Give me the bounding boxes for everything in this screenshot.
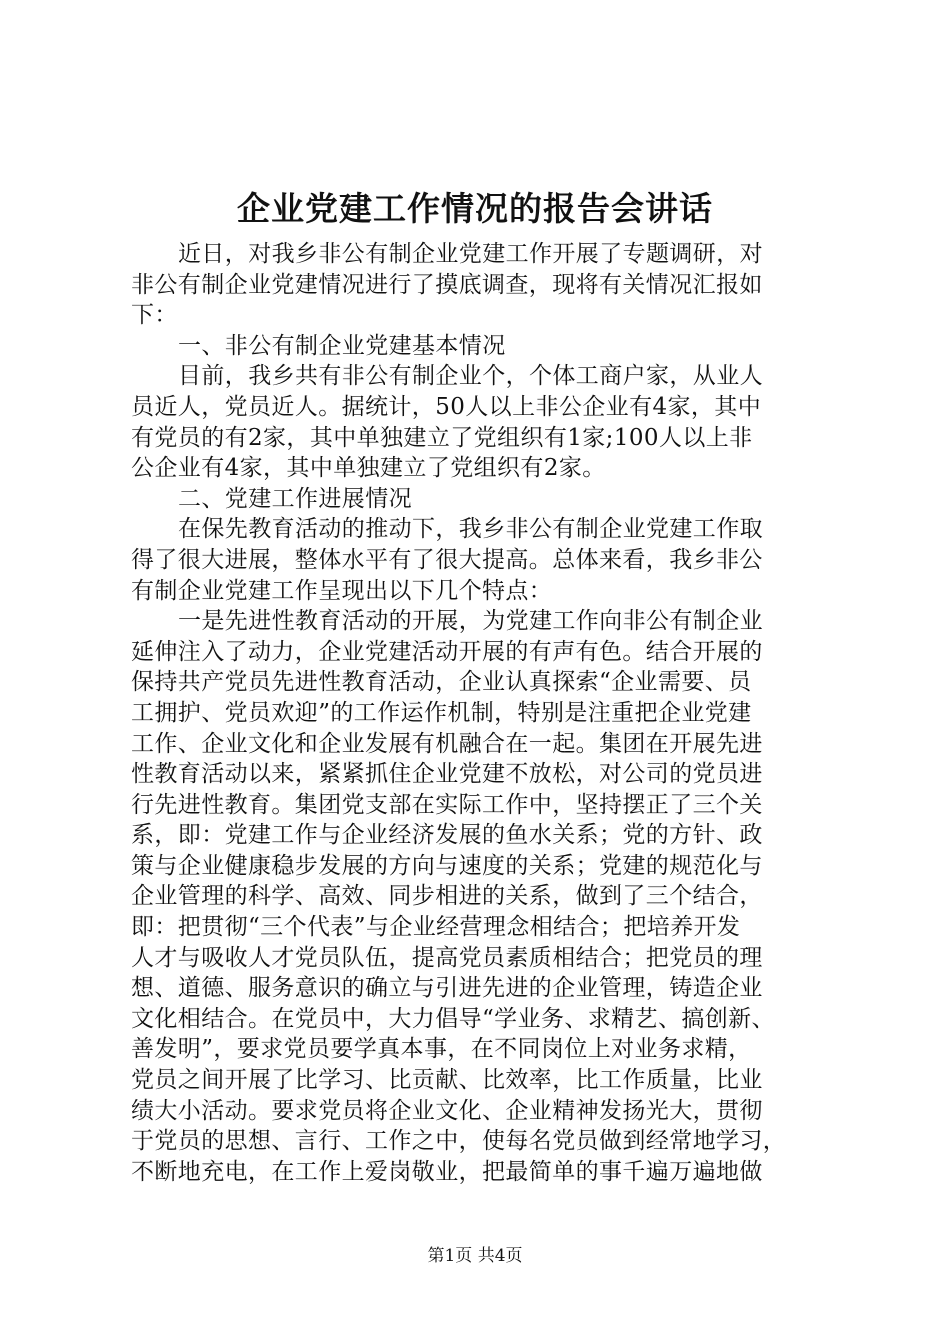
paragraph-line: 不断地充电，在工作上爱岗敬业，把最简单的事千遍万遍地做 [131,1158,763,1185]
paragraph-line: 行先进性教育。集团党支部在实际工作中，坚持摆正了三个关 [131,791,763,818]
paragraph-line: 有党员的有2家，其中单独建立了党组织有1家;100人以上非 [131,424,753,451]
paragraph-line: 人才与吸收人才党员队伍，提高党员素质相结合；把党员的理 [131,944,763,971]
paragraph-line: 下： [131,302,178,329]
paragraph-line: 绩大小活动。要求党员将企业文化、企业精神发扬光大，贯彻 [131,1097,763,1124]
paragraph-line: 工拥护、党员欢迎”的工作运作机制，特别是注重把企业党建 [131,699,752,726]
paragraph-line: 于党员的思想、言行、工作之中，使每名党员做到经常地学习， [131,1128,787,1155]
paragraph-line: 性教育活动以来，紧紧抓住企业党建不放松，对公司的党员进 [131,761,763,788]
paragraph-line: 企业管理的科学、高效、同步相进的关系，做到了三个结合， [131,883,763,910]
paragraph-line: 系，即：党建工作与企业经济发展的鱼水关系；党的方针、政 [131,822,763,849]
paragraph-line: 策与企业健康稳步发展的方向与速度的关系；党建的规范化与 [131,852,763,879]
paragraph-line: 延伸注入了动力，企业党建活动开展的有声有色。结合开展的 [131,638,763,665]
paragraph-line: 有制企业党建工作呈现出以下几个特点： [131,577,553,604]
paragraph-line: 员近人，党员近人。据统计，50人以上非公企业有4家，其中 [131,393,762,420]
paragraph-line: 在保先教育活动的推动下，我乡非公有制企业党建工作取 [178,516,763,543]
paragraph-line: 文化相结合。在党员中，大力倡导“学业务、求精艺、搞创新、 [131,1005,775,1032]
paragraph-line: 一是先进性教育活动的开展，为党建工作向非公有制企业 [178,608,763,635]
paragraph-line: 想、道德、服务意识的确立与引进先进的企业管理，铸造企业 [131,975,763,1002]
paragraph-line: 公企业有4家，其中单独建立了党组织有2家。 [131,455,606,482]
paragraph-line: 得了很大进展，整体水平有了很大提高。总体来看，我乡非公 [131,546,763,573]
paragraph-line: 近日，对我乡非公有制企业党建工作开展了专题调研，对 [178,241,763,267]
paragraph-line: 目前，我乡共有非公有制企业个，个体工商户家，从业人 [178,363,763,390]
paragraph-line: 非公有制企业党建情况进行了摸底调查，现将有关情况汇报如 [131,271,763,298]
document-body [131,239,831,1187]
section-heading: 二、党建工作进展情况 [178,485,412,512]
page-number-footer: 第1页 共4页 [427,1246,523,1266]
document-title: 企业党建工作情况的报告会讲话 [237,189,713,228]
paragraph-line: 党员之间开展了比学习、比贡献、比效率，比工作质量，比业 [131,1067,763,1094]
paragraph-line: 保持共产党员先进性教育活动，企业认真探索“企业需要、员 [131,669,752,696]
paragraph-line: 即：把贯彻“三个代表”与企业经营理念相结合；把培养开发 [131,914,741,941]
paragraph-line: 工作、企业文化和企业发展有机融合在一起。集团在开展先进 [131,730,763,757]
paragraph-line: 善发明”，要求党员要学真本事，在不同岗位上对业务求精， [131,1036,752,1063]
section-heading: 一、非公有制企业党建基本情况 [178,332,506,359]
